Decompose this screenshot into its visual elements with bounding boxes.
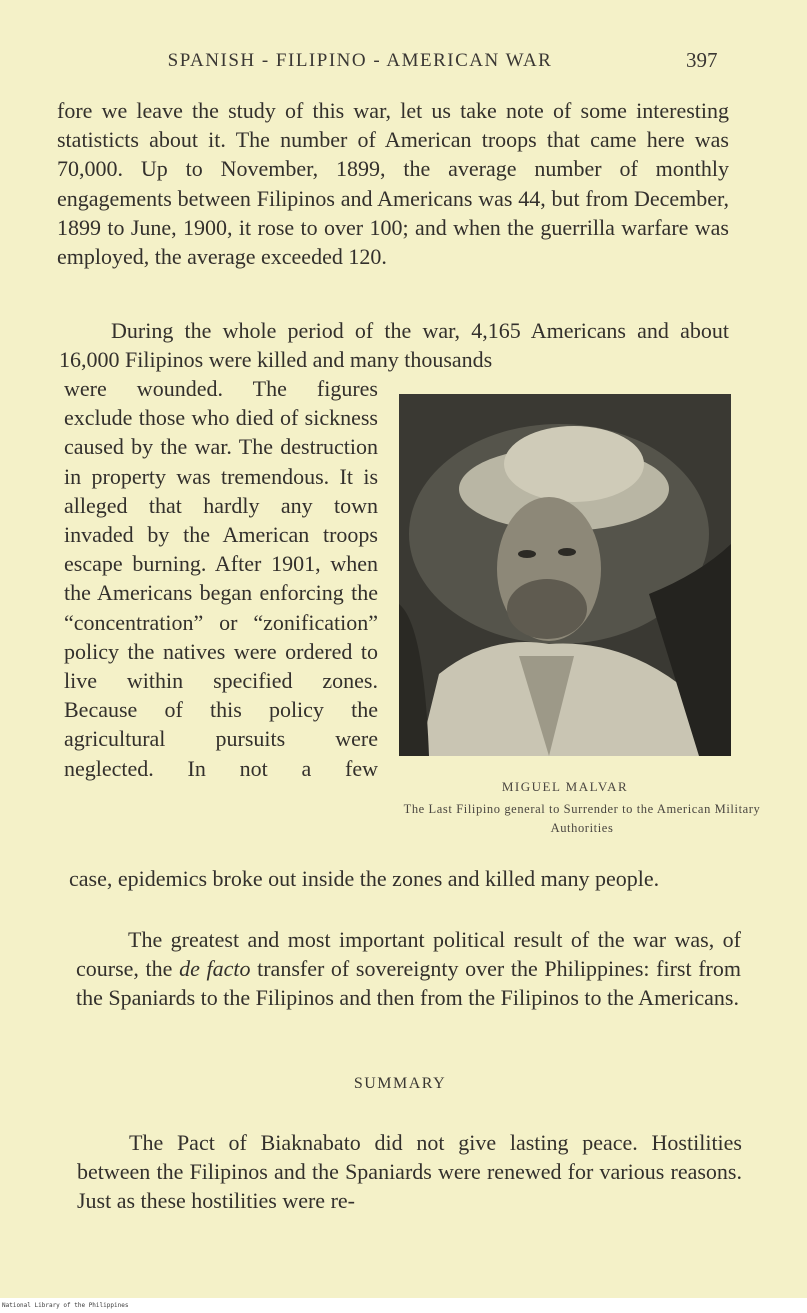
running-head: SPANISH - FILIPINO - AMERICAN WAR: [167, 50, 553, 71]
summary-heading: SUMMARY: [353, 1075, 447, 1092]
library-stamp: National Library of the Philippines: [2, 1302, 129, 1309]
political-result-italic: de facto: [179, 956, 251, 982]
paragraph-casualties-wrap: were wounded. The figures exclude those who died of sickness caused by the war. The destruction in property was tremendous. It is alleged that hardly any town invaded by the American troops escape burning. After 1901, when the Americans began enforcing the “concentration” or “zonification” policy the natives were ordered to live within specified zones. Because of this policy the agricultural pursuits were neglected. In not a few: [64, 376, 378, 781]
page-number: 397: [686, 48, 718, 72]
political-result-text-after: transfer of sovereignty over the Philippines: first from the Spaniards to the Filipinos and then from the Filipinos to the Americans.: [76, 956, 741, 1011]
paragraph-statistics: fore we leave the study of this war, let us take note of some interesting statisticts about it. The number of American troops that came here was 70,000. Up to November, 1899, the average number of monthly engagements between Filipinos and Americans was 44, but from December, 1899 to June, 1900, it rose to over 100; and when the guerrilla warfare was employed, the average exceeded 120.: [57, 98, 729, 270]
paragraph-summary: The Pact of Biaknabato did not give lasting peace. Hostilities between the Filipinos and the Spaniards were renewed for various reasons. Just as these hostilities were re-: [77, 1130, 742, 1214]
paragraph-casualties: During the whole period of the war, 4,165 Americans and about 16,000 Filipinos were killed and many thousands: [59, 318, 729, 373]
portrait-illustration: [399, 394, 731, 756]
figure-caption-name: MIGUEL MALVAR: [501, 779, 629, 794]
figure-caption-description: The Last Filipino general to Surrender to the American Military Authorities: [403, 802, 761, 835]
political-result-text-before: The greatest and most important political result of the war was, of course, the: [76, 927, 741, 982]
paragraph-political-result: [76, 925, 741, 1013]
paragraph-casualties-end: case, epidemics broke out inside the zones and killed many people.: [69, 866, 660, 891]
portrait-photo: [399, 394, 731, 756]
